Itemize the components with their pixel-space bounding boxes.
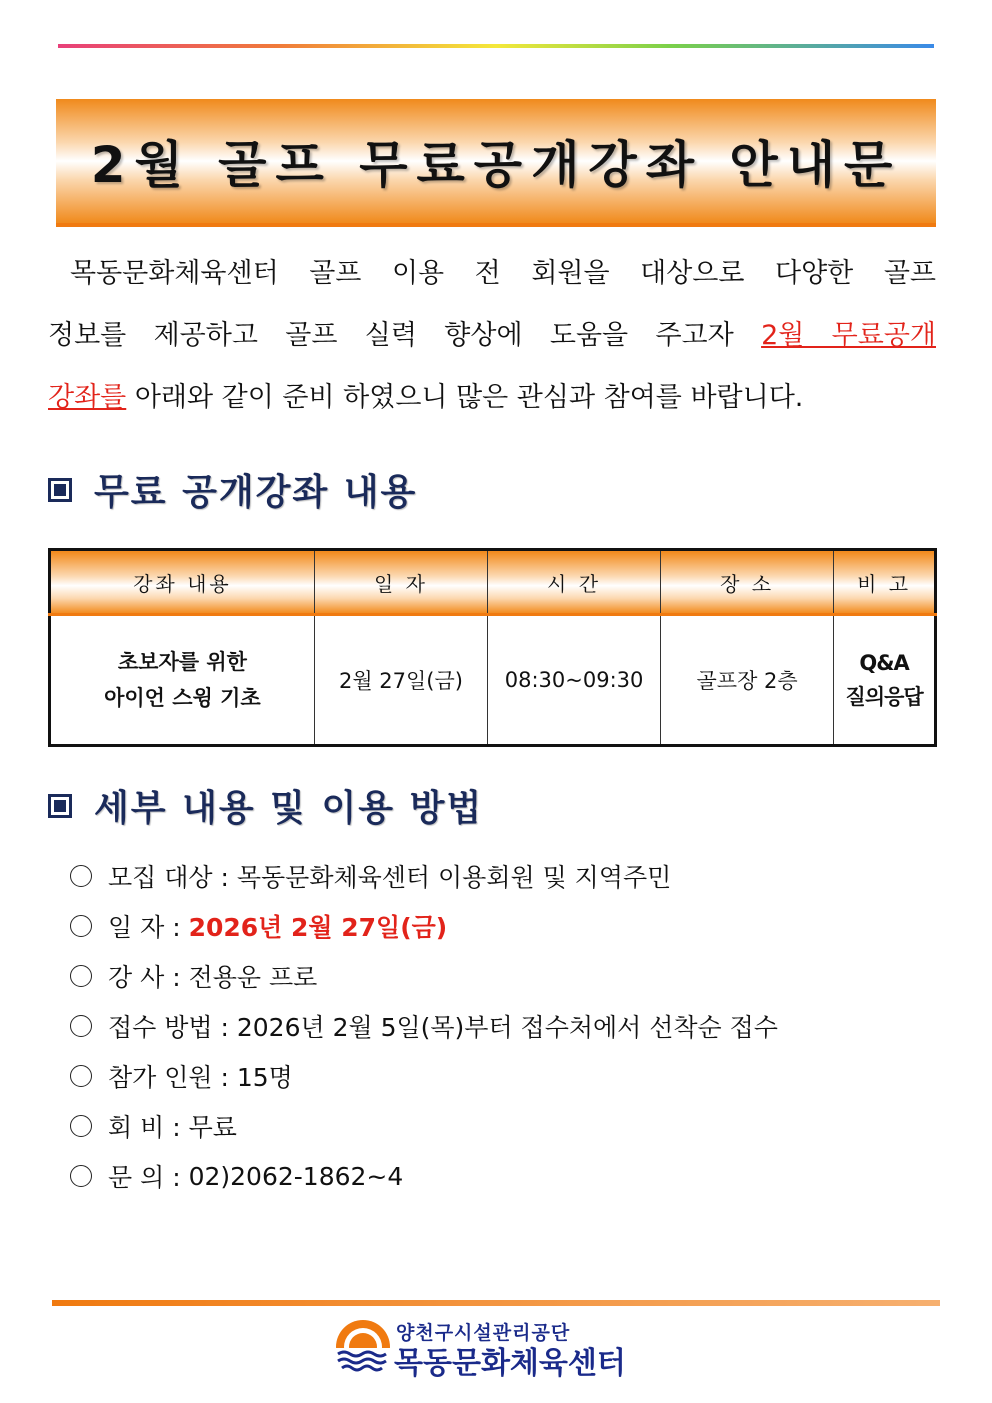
table-header-time: 시 간 (488, 550, 661, 615)
list-item (70, 851, 930, 901)
intro-highlight-2: 강좌를 (48, 382, 127, 413)
intro-line-3-text: 아래와 같이 준비 하였으니 많은 관심과 참여를 바랍니다. (126, 382, 804, 413)
table-row (50, 615, 936, 746)
detail-label: 강 사 : (108, 963, 181, 992)
note-line-2: 질의응답 (845, 685, 923, 709)
footer-logo (334, 1318, 664, 1381)
title-banner (56, 99, 936, 227)
detail-value: 목동문화체육센터 이용회원 및 지역주민 (236, 863, 672, 892)
square-bullet-icon (48, 794, 72, 818)
intro-highlight-1: 2월 무료공개 (761, 320, 936, 351)
top-rainbow-divider (58, 44, 934, 48)
detail-label: 모집 대상 : (108, 863, 229, 892)
circle-bullet-icon (70, 915, 92, 937)
footer-center-name: 목동문화체육센터 (394, 1346, 626, 1381)
footer-org-name: 양천구시설관리공단 (396, 1322, 571, 1344)
course-cell (50, 615, 315, 746)
section-heading-course (48, 464, 417, 515)
intro-line-2 (48, 305, 936, 367)
intro-line-2-text: 정보를 제공하고 골프 실력 향상에 도움을 주고자 (48, 320, 762, 351)
list-item (70, 1001, 930, 1051)
list-item (70, 1151, 930, 1201)
detail-value: 02)2062-1862~4 (188, 1161, 404, 1191)
detail-value: 전용운 프로 (188, 963, 318, 992)
course-line-1: 초보자를 위한 (117, 650, 247, 674)
bottom-divider (52, 1300, 940, 1306)
list-item (70, 901, 930, 951)
page-title: 2월 골프 무료공개강좌 안내문 (90, 136, 902, 194)
note-cell (834, 615, 936, 746)
sun-wave-logo-icon (334, 1318, 392, 1376)
detail-value: 15명 (236, 1063, 293, 1092)
table-header-course: 강좌 내용 (50, 550, 315, 615)
intro-line-1: 목동문화체육센터 골프 이용 전 회원을 대상으로 다양한 골프 (70, 258, 936, 289)
note-line-1: Q&A (859, 651, 909, 675)
detail-label: 문 의 : (108, 1163, 181, 1192)
time-cell: 08:30~09:30 (488, 615, 661, 746)
table-header-note: 비 고 (834, 550, 936, 615)
place-cell: 골프장 2층 (660, 615, 833, 746)
list-item (70, 1101, 930, 1151)
list-item (70, 1051, 930, 1101)
circle-bullet-icon (70, 965, 92, 987)
date-cell: 2월 27일(금) (314, 615, 487, 746)
detail-value: 2026년 2월 27일(금) (188, 913, 448, 942)
table-header-date: 일 자 (314, 550, 487, 615)
intro-paragraph (48, 243, 936, 429)
list-item (70, 951, 930, 1001)
section-heading-details (48, 780, 483, 831)
detail-label: 참가 인원 : (108, 1063, 229, 1092)
square-bullet-icon (48, 478, 72, 502)
table-header-place: 장 소 (660, 550, 833, 615)
circle-bullet-icon (70, 1165, 92, 1187)
detail-label: 일 자 : (108, 913, 181, 942)
detail-label: 회 비 : (108, 1113, 181, 1142)
circle-bullet-icon (70, 1015, 92, 1037)
course-line-2: 아이언 스윙 기초 (104, 686, 261, 710)
detail-label: 접수 방법 : (108, 1013, 229, 1042)
details-list (70, 851, 930, 1201)
circle-bullet-icon (70, 1065, 92, 1087)
course-table (48, 548, 937, 747)
circle-bullet-icon (70, 1115, 92, 1137)
intro-line-3 (48, 367, 936, 429)
detail-value: 2026년 2월 5일(목)부터 접수처에서 선착순 접수 (236, 1013, 778, 1042)
detail-value: 무료 (188, 1113, 237, 1142)
table-header-row (50, 550, 936, 615)
section-title-course: 무료 공개강좌 내용 (94, 472, 418, 513)
section-title-details: 세부 내용 및 이용 방법 (94, 788, 484, 829)
circle-bullet-icon (70, 865, 92, 887)
